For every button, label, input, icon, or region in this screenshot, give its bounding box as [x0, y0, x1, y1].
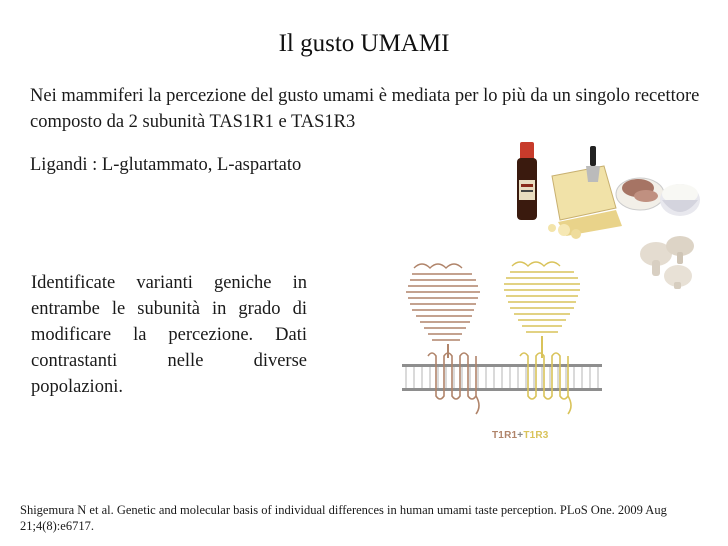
variants-text: Identificate varianti geniche in entrambe le subunità in grado di modificare la percezione. Dati contrastanti nelle diverse popolazioni.	[31, 273, 307, 397]
receptor-diagram	[392, 248, 610, 448]
t1r1-label: T1R1	[492, 430, 518, 441]
citation-text: Shigemura N et al. Genetic and molecular basis of individual differences in human umami taste perception. PLoS One. 2009 Aug 21;4(8):e6717.	[20, 503, 667, 533]
mushrooms-photo	[636, 232, 700, 290]
receptor-label	[492, 430, 549, 441]
plus-sign: +	[517, 430, 524, 441]
ligands-text: Ligandi : L-glutammato, L-aspartato	[30, 155, 302, 175]
t1r3-label: T1R3	[523, 430, 549, 441]
slide-title: Il gusto UMAMI	[278, 30, 450, 57]
intro-text: Nei mammiferi la percezione del gusto umami è mediata per lo più da un singolo recettore composto da 2 subunità TAS1R1 e TAS1R3	[30, 86, 700, 132]
